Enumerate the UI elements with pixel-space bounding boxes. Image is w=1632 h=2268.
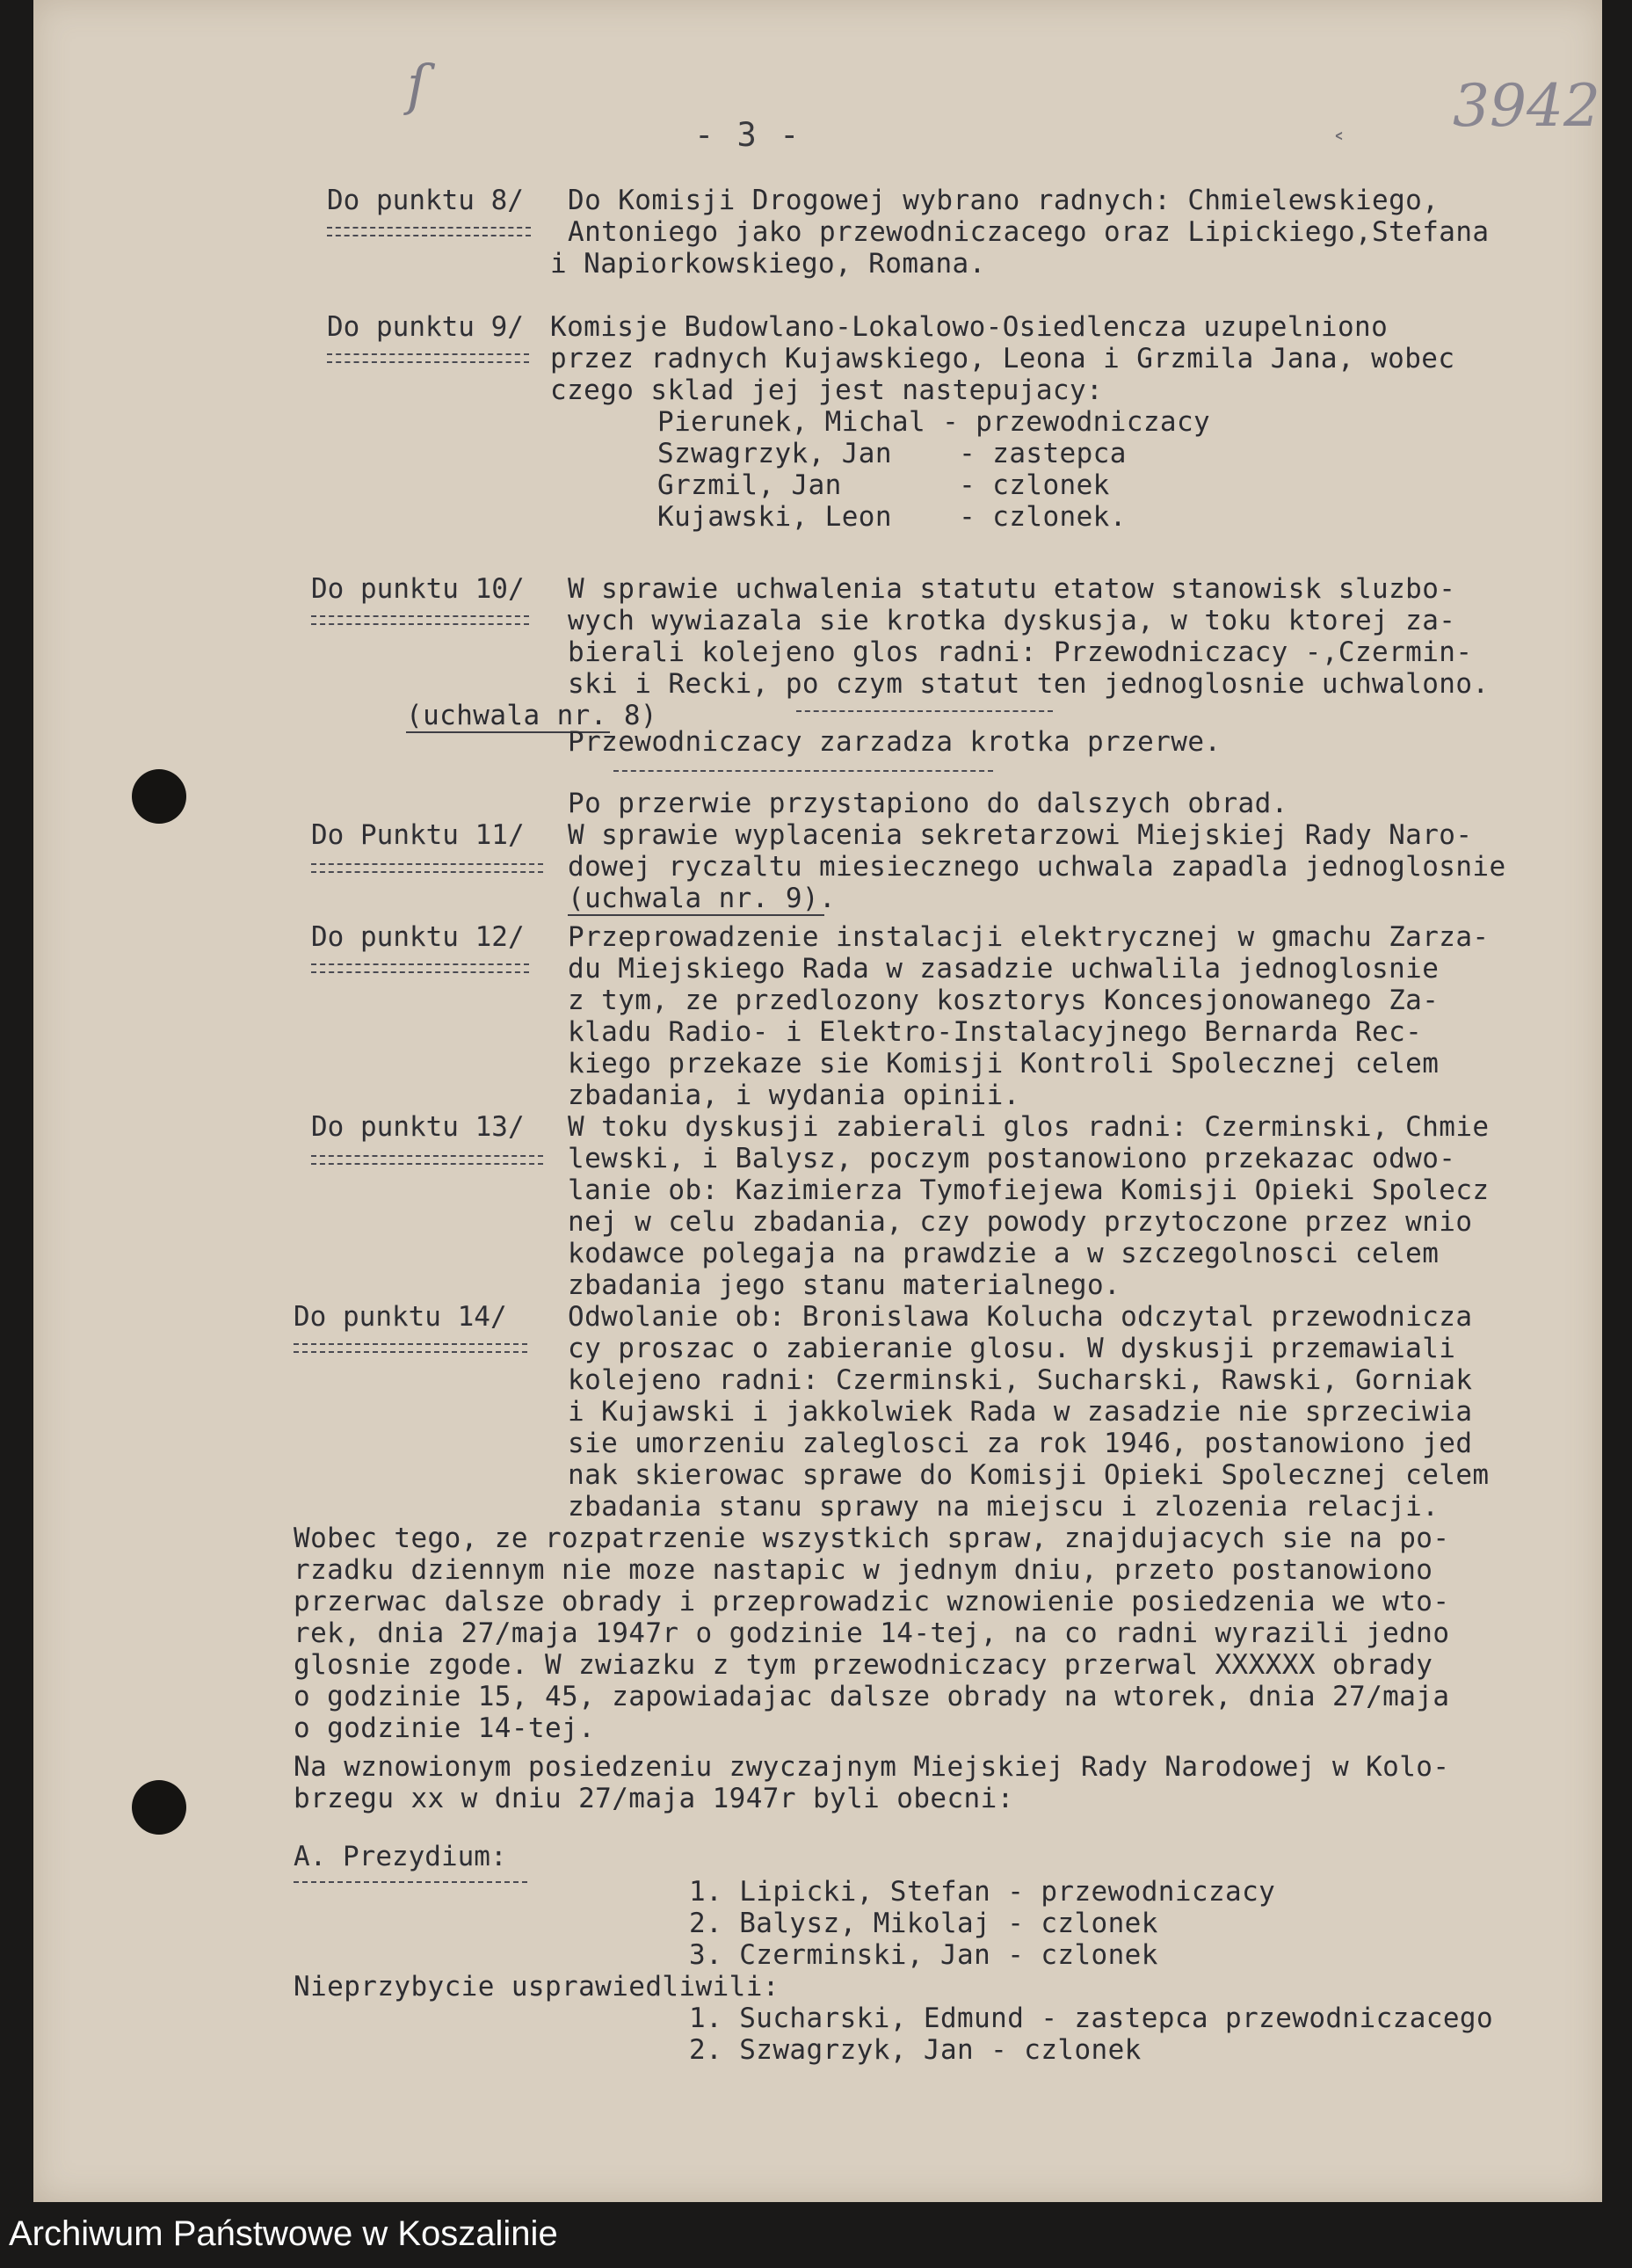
text-line: kolejeno radni: Czerminski, Sucharski, Rawski, Gorniak [568,1364,1473,1396]
resolution-ref: (uchwala nr. 9). [568,883,837,914]
text-line: lewski, i Balysz, poczym postanowiono przekazac odwo- [568,1143,1456,1174]
closing-line: przerwac dalsze obrady i przeprowadzic wznowienie posiedzenia we wto- [294,1586,1450,1617]
member-line: Kujawski, Leon - czlonek. [657,501,1127,533]
point-label: Do Punktu 11/ [311,819,525,851]
presidium-member: 2. Balysz, Mikolaj - czlonek [689,1908,1158,1939]
label-underline [327,227,531,236]
absent-heading: Nieprzybycie usprawiedliwili: [294,1971,780,2003]
member-line: Szwagrzyk, Jan - zastepca [657,438,1127,469]
archive-number: 3942 [1453,72,1600,140]
absent-member: 2. Szwagrzyk, Jan - czlonek [689,2034,1142,2066]
absent-member: 1. Sucharski, Edmund - zastepca przewodniczacego [689,2003,1494,2034]
closing-line: glosnie zgode. W zwiazku z tym przewodniczacy przerwal XXXXXX obrady [294,1649,1433,1681]
closing-line: rek, dnia 27/maja 1947r o godzinie 14-tej, na co radni wyrazili jedno [294,1617,1450,1649]
closing-line: o godzinie 14-tej. [294,1712,596,1744]
point-label: Do punktu 13/ [311,1111,525,1143]
member-line: Grzmil, Jan - czlonek [657,469,1110,501]
point-label: Do punktu 10/ [311,573,525,605]
text-line: wych wywiazala sie krotka dyskusja, w toku ktorej za- [568,605,1456,636]
text-line: Przeprowadzenie instalacji elektrycznej w gmachu Zarza- [568,921,1490,953]
text-line: zbadania stanu sprawy na miejscu i zlozenia relacji. [568,1491,1440,1523]
text-line: czego sklad jej jest nastepujacy: [550,374,1104,406]
text-line: Komisje Budowlano-Lokalowo-Osiedlencza uzupelniono [550,311,1389,343]
handwritten-mark: ſ [407,53,427,117]
point-label: Do punktu 9/ [327,311,524,343]
point-label: Do punktu 14/ [294,1301,507,1333]
label-underline [311,615,529,625]
text-line: z tym, ze przedlozony kosztorys Koncesjonowanego Za- [568,985,1440,1016]
text-line: przez radnych Kujawskiego, Leona i Grzmila Jana, wobec [550,343,1455,374]
text-line: W sprawie uchwalenia statutu etatow stanowisk sluzbo- [568,573,1456,605]
closing-line: Wobec tego, ze rozpatrzenie wszystkich spraw, znajdujacych sie na po- [294,1523,1450,1554]
separator-line [796,710,1053,712]
text-line: sie umorzeniu zaleglosci za rok 1946, postanowiono jed [568,1428,1473,1459]
text-line: kodawce polegaja na prawdzie a w szczegolnosci celem [568,1238,1440,1269]
closing-line: o godzinie 15, 45, zapowiadajac dalsze obrady na wtorek, dnia 27/maja [294,1681,1450,1712]
handwritten-tick: ˂ [1332,130,1345,161]
page-number: - 3 - [694,116,801,154]
text-line: zbadania jego stanu materialnego. [568,1269,1121,1301]
presidium-member: 3. Czerminski, Jan - czlonek [689,1939,1158,1971]
label-underline [294,1343,527,1353]
archive-footer [0,2202,1632,2268]
break-note: Przewodniczacy zarzadza krotka przerwe. [568,726,1222,758]
text-line: kiego przekaze sie Komisji Kontroli Spolecznej celem [568,1048,1440,1079]
point-label: Do punktu 8/ [327,185,524,216]
label-underline [311,863,543,873]
text-line: ski i Recki, po czym statut ten jednoglosnie uchwalono. [568,668,1490,700]
text-line: nak skierowac sprawe do Komisji Opieki Spolecznej celem [568,1459,1490,1491]
text-line: zbadania, i wydania opinii. [568,1079,1020,1111]
text-line: W toku dyskusji zabierali glos radni: Czerminski, Chmie [568,1111,1490,1143]
text-line: kladu Radio- i Elektro-Instalacyjnego Bernarda Rec- [568,1016,1423,1048]
text-line: Do Komisji Drogowej wybrano radnych: Chmielewskiego, [568,185,1440,216]
text-line: Antoniego jako przewodniczacego oraz Lipickiego,Stefana [568,216,1490,248]
session-line: Na wznowionym posiedzeniu zwyczajnym Miejskiej Rady Narodowej w Kolo- [294,1751,1450,1783]
label-underline [311,963,529,973]
point-label: Do punktu 12/ [311,921,525,953]
label-underline [311,1155,543,1165]
document-page [33,0,1602,2202]
text-line: bierali kolejeno glos radni: Przewodniczacy -,Czermin- [568,636,1473,668]
member-line: Pierunek, Michal - przewodniczacy [657,406,1211,438]
heading-underline [294,1881,527,1883]
text-line: lanie ob: Kazimierza Tymofiejewa Komisji Opieki Spolecz [568,1174,1490,1206]
intro-line: Po przerwie przystapiono do dalszych obrad. [568,788,1288,819]
punch-hole [132,769,186,824]
text-line: i Kujawski i jakkolwiek Rada w zasadzie nie sprzeciwia [568,1396,1473,1428]
text-line: nej w celu zbadania, czy powody przytoczone przez wnio [568,1206,1473,1238]
text-line: dowej ryczaltu miesiecznego uchwala zapadla jednoglosnie [568,851,1506,883]
separator-line [613,770,993,772]
punch-hole [132,1780,186,1835]
text-line: Odwolanie ob: Bronislawa Kolucha odczytal przewodnicza [568,1301,1473,1333]
text-line: W sprawie wyplacenia sekretarzowi Miejskiej Rady Naro- [568,819,1473,851]
resolution-underline [568,914,824,916]
text-line: cy proszac o zabieranie glosu. W dyskusji przemawiali [568,1333,1456,1364]
resolution-ref: (uchwala nr. 8) [406,700,657,731]
closing-line: rzadku dziennym nie moze nastapic w jednym dniu, przeto postanowiono [294,1554,1433,1586]
text-line: i Napiorkowskiego, Romana. [550,248,986,280]
presidium-heading: A. Prezydium: [294,1841,507,1872]
presidium-member: 1. Lipicki, Stefan - przewodniczacy [689,1876,1276,1908]
text-line: du Miejskiego Rada w zasadzie uchwalila jednoglosnie [568,953,1440,985]
label-underline [327,353,529,363]
archive-name: Archiwum Państwowe w Koszalinie [9,2214,558,2253]
session-line: brzegu xx w dniu 27/maja 1947r byli obecni: [294,1783,1014,1814]
